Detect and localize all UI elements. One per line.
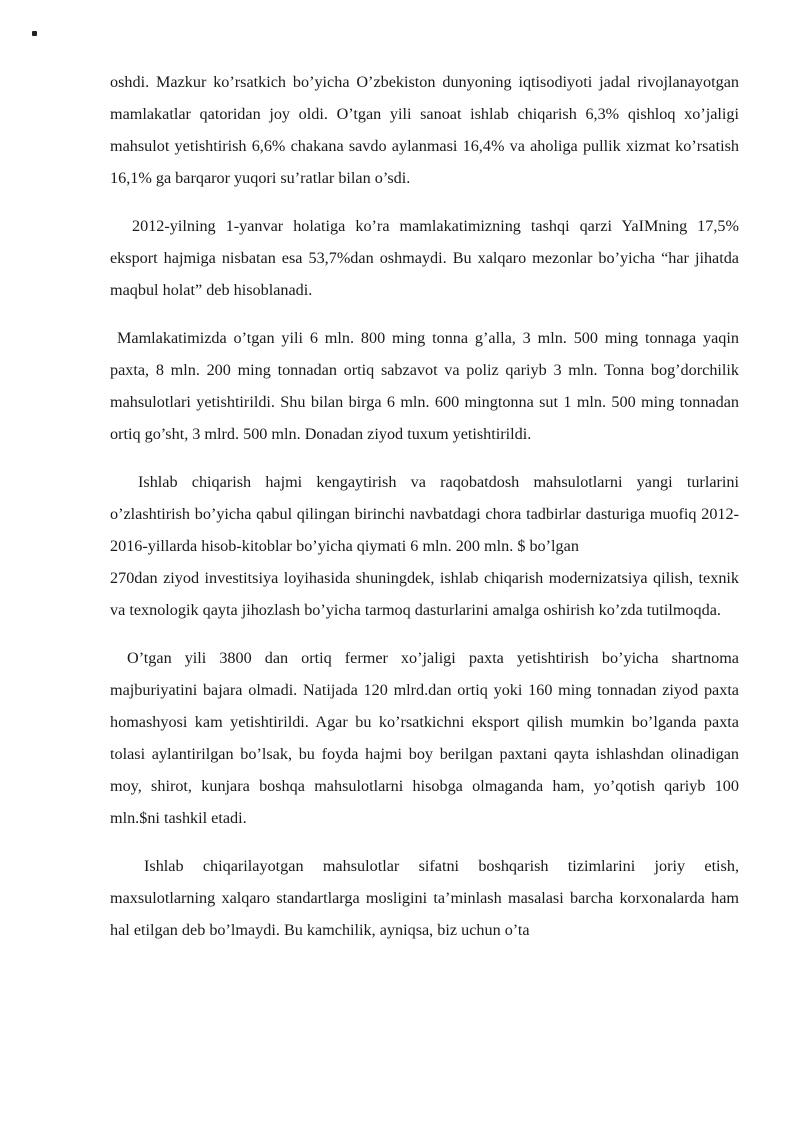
bullet-mark xyxy=(32,31,37,36)
paragraph-quality-management: Ishlab chiqarilayotgan mahsulotlar sifatni boshqarish tizimlarini joriy etish, maxsulotlarning xalqaro standartlarga mosligini ta’minlash masalasi barcha korxonalarda ham hal etilgan deb bo’lmaydi. Bu kamchilik, ayniqsa, biz uchun o’ta xyxy=(110,857,739,939)
paragraph-cotton-shortfall: O’tgan yili 3800 dan ortiq fermer xo’jaligi paxta yetishtirish bo’yicha shartnoma majburiyatini bajara olmadi. Natijada 120 mlrd.dan ortiq yoki 160 ming tonnadan ziyod paxta homashyosi kam yetishtirildi. Agar bu ko’rsatkichni eksport qilish mumkin bo’lganda paxta tolasi aylantirilgan bo’lsak, bu foyda hajmi boy berilgan paxtani qayta ishlashdan olinadigan moy, shirot, kunjara boshqa mahsulotlarni hisobga olmaganda ham, yo’qotish qariyb 100 mln.$ni tashkil etadi. xyxy=(110,649,739,827)
document-page xyxy=(110,66,739,962)
paragraph-growth-rates: oshdi. Mazkur ko’rsatkich bo’yicha O’zbekiston dunyoning iqtisodiyoti jadal rivojlanayotgan mamlakatlar qatoridan joy oldi. O’tgan yili sanoat ishlab chiqarish 6,3% qishloq xo’jaligi mahsulot yetishtirish 6,6% chakana savdo aylanmasi 16,4% va aholiga pullik xizmat ko’rsatish 16,1% ga barqaror yuqori su’ratlar bilan o’sdi. xyxy=(110,73,739,187)
investment-program-text-part-1: Ishlab chiqarish hajmi kengaytirish va raqobatdosh mahsulotlarni yangi turlarini o’zlashtirish bo’yicha qabul qilingan birinchi navbatdagi chora tadbirlar dasturiga muofiq 2012-2016-yillarda hisob-kitoblar bo’yicha qiymati 6 mln. 200 mln. $ bo’lgan xyxy=(110,473,739,555)
investment-program-text-part-2: 270dan ziyod investitsiya loyihasida shuningdek, ishlab chiqarish modernizatsiya qilish, texnik va texnologik qayta jihozlash bo’yicha tarmoq dasturlarini amalga oshirish ko’zda tutilmoqda. xyxy=(110,569,739,619)
paragraph-external-debt: 2012-yilning 1-yanvar holatiga ko’ra mamlakatimizning tashqi qarzi YaIMning 17,5% eksport hajmiga nisbatan esa 53,7%dan oshmaydi. Bu xalqaro mezonlar bo’yicha “har jihatda maqbul holat” deb hisoblanadi. xyxy=(110,217,739,299)
paragraph-agriculture-output: Mamlakatimizda o’tgan yili 6 mln. 800 ming tonna g’alla, 3 mln. 500 ming tonnaga yaqin paxta, 8 mln. 200 ming tonnadan ortiq sabzavot va poliz qariyb 3 mln. Tonna bog’dorchilik mahsulotlari yetishtirildi. Shu bilan birga 6 mln. 600 mingtonna sut 1 mln. 500 ming tonnadan ortiq go’sht, 3 mlrd. 500 mln. Donadan ziyod tuxum yetishtirildi. xyxy=(110,329,739,443)
paragraph-investment-program xyxy=(110,466,739,626)
